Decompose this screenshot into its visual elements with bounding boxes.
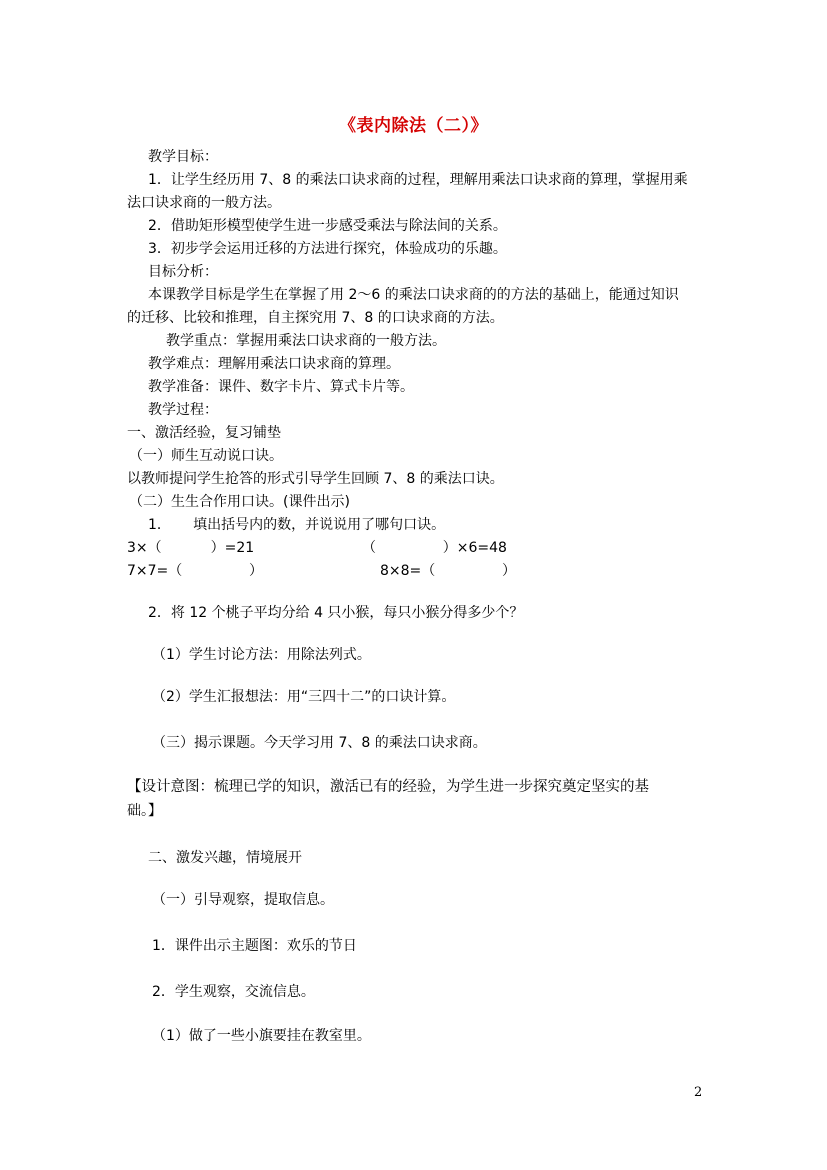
text-line: （2）学生汇报想法：用“三四十二”的口诀计算。 [152,689,456,705]
equation: 3×（ ）=21 [127,540,255,556]
text-line: 2．将 12 个桃子平均分给 4 只小猴，每只小猴分得多少个？ [148,605,524,621]
page-title: 《表内除法（二）》 [339,116,488,136]
text-line: 教学难点：理解用乘法口诀求商的算理。 [148,356,400,372]
text-line: 本课教学目标是学生在掌握了用 2～6 的乘法口诀求商的的方法的基础上，能通过知识 [148,287,679,303]
text-line: （一）引导观察，提取信息。 [152,892,334,908]
text-line: 1．让学生经历用 7、8 的乘法口诀求商的过程，理解用乘法口诀求商的算理，掌握用乘 [148,172,688,188]
text-line: 3．初步学会运用迁移的方法进行探究，体验成功的乐趣。 [148,241,507,257]
text-line: 教学准备：课件、数字卡片、算式卡片等。 [148,379,414,395]
text-line: （1）做了一些小旗要挂在教室里。 [152,1028,371,1044]
text-line: 1．课件出示主题图：欢乐的节日 [152,938,357,954]
text-line: （三）揭示课题。今天学习用 7、8 的乘法口诀求商。 [152,735,487,751]
text-line: 【设计意图：梳理已学的知识，激活已有的经验，为学生进一步探究奠定坚实的基 [127,779,649,795]
text-line: 教学目标： [148,149,218,165]
text-line: （二）生生合作用口诀。(课件出示) [129,494,350,510]
text-line: 教学过程： [148,402,218,418]
text-line: 以教师提问学生抢答的形式引导学生回顾 7、8 的乘法口诀。 [127,471,504,487]
text-line: 2．借助矩形模型使学生进一步感受乘法与除法间的关系。 [148,218,507,234]
text-line: 一、激活经验，复习铺垫 [127,425,281,441]
text-line: 法口诀求商的一般方法。 [127,195,281,211]
text-line: （1）学生讨论方法：用除法列式。 [152,647,371,663]
text-line: 2．学生观察，交流信息。 [152,984,315,1000]
equation: （ ）×6=48 [362,540,507,556]
page-number: 2 [694,1085,703,1100]
equation: 7×7=（ ） [127,563,264,579]
text-line: 的迁移、比较和推理，自主探究用 7、8 的口诀求商的方法。 [127,310,504,326]
text-line: 目标分析： [148,264,218,280]
text-line: 教学重点：掌握用乘法口诀求商的一般方法。 [166,333,446,349]
equation: 8×8=（ ） [380,563,517,579]
text-line: 1． 填出括号内的数，并说说用了哪句口诀。 [148,517,446,533]
text-line: 二、激发兴趣，情境展开 [148,850,302,866]
text-line: 础。】 [127,803,162,819]
text-line: （一）师生互动说口诀。 [129,448,283,464]
